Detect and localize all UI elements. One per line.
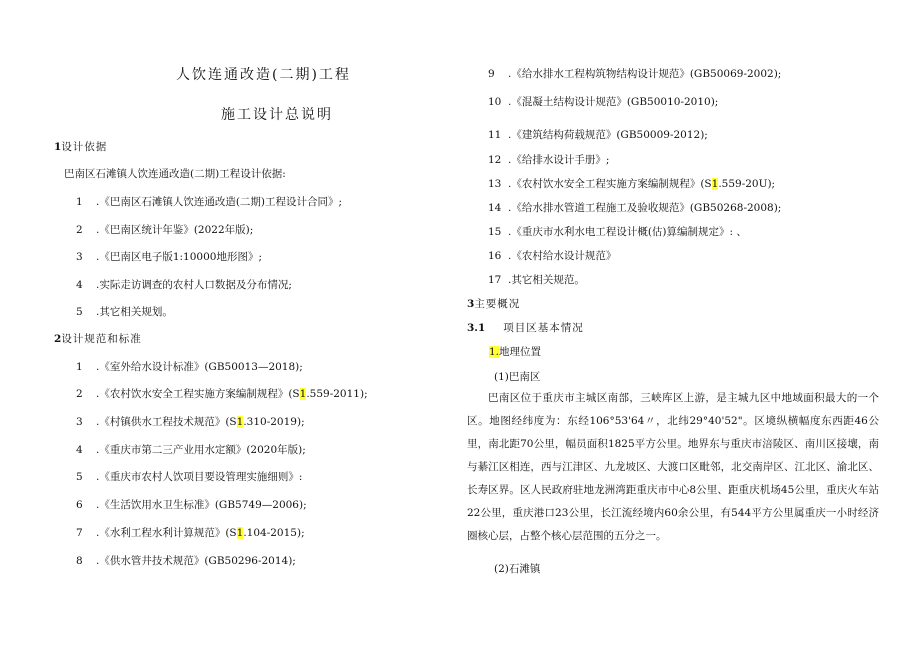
norm-item-11: 11 .《建筑结构荷载规范》(GB50009-2012);: [488, 129, 708, 141]
norm-item-1: 1 .《室外给水设计标准》(GB50013—2018);: [76, 361, 303, 373]
section-heading-overview: [467, 297, 520, 311]
doc-title: 施工设计总说明: [221, 107, 333, 123]
subsection-title: 项目区基本情况: [503, 322, 584, 334]
norm-item-15: 15 .《重庆市水利水电工程设计概(估)算编制规定》: 、: [488, 226, 747, 238]
project-title: 人饮连通改造(二期)工程: [176, 67, 351, 83]
basis-item-1: 1 .《巴南区石滩镇人饮连通改造(二期)工程设计合同》;: [76, 196, 343, 208]
basis-item-5: 5 .其它相关规划。: [76, 306, 173, 318]
geo-location-heading: 1.地理位置: [489, 346, 542, 358]
shitan-label: (2)石滩镇: [494, 563, 541, 575]
norm-item-5: 5 .《重庆市农村人饮项目要设管理实施细则》:: [76, 471, 303, 483]
basis-intro: 巴南区石滩镇人饮连通改造(二期)工程设计依据:: [64, 168, 286, 180]
banan-paragraph: 巴南区位于重庆市主城区南部，三峡库区上游，是主城九区中地域面积最大的一个区。地图经纬度为：东经106°53'64〃，北纬29°40'52"。区境纵横幅度东西距46公里，南北距70公里，幅员面积1825平方公里。地界东与重庆市涪陵区、南川区接壤，南与綦江区相连，西与江津区、九龙坡区、大渡口区毗邻，北交南岸区、江北区、渝北区、长寿区界。区人民政府驻地龙洲湾距重庆市中心8公里、距重庆机场45公里，重庆火车站22公里，重庆港口23公里，长江流经境内60余公里，有544平方公里属重庆一小时经济圈核心层，占整个核心层范围的五分之一。: [467, 392, 879, 542]
highlight-mark: 1: [299, 388, 307, 400]
highlight-mark: 1: [236, 527, 244, 539]
section-title: 设计规范和标准: [61, 333, 142, 345]
section-number: 1: [54, 141, 62, 153]
norm-item-6: 6 .《生活饮用水卫生标准》(GB5749—2006);: [76, 499, 307, 511]
norm-item-12: 12 .《给排水设计手册》;: [488, 154, 610, 166]
highlight-mark: 1.: [489, 346, 500, 358]
norm-item-14: 14 .《给水排水管道工程施工及验收规范》(GB50268-2008);: [488, 202, 782, 214]
section-title: 设计依据: [61, 141, 108, 153]
subsection-heading-3-1: [467, 321, 584, 335]
norm-item-4: 4 .《重庆市第二三产业用水定额》(2020年版);: [76, 444, 306, 456]
basis-item-3: 3 .《巴南区电子版1:10000地形图》;: [76, 251, 262, 263]
norm-item-17: 17 .其它相关规范。: [488, 274, 585, 286]
norm-item-16: 16 .《农村给水设计规范》: [488, 250, 617, 262]
section-heading-norms: [54, 332, 142, 346]
subsection-number: 3.1: [467, 322, 486, 334]
norm-item-8: 8 .《供水管井技术规范》(GB50296-2014);: [76, 555, 296, 567]
basis-item-2: 2 .《巴南区统计年鉴》(2022年版);: [76, 224, 254, 236]
section-number: 2: [54, 333, 62, 345]
basis-item-4: 4 .实际走访调查的农村人口数据及分布情况;: [76, 279, 292, 291]
right-column: [460, 0, 920, 651]
section-number: 3: [467, 298, 475, 310]
banan-label: (1)巴南区: [494, 371, 541, 383]
section-title: 主要概况: [474, 298, 521, 310]
highlight-mark: 1: [236, 416, 244, 428]
norm-item-7: 7 .《水利工程水利计算规范》(S1.104-2015);: [76, 527, 305, 539]
norm-item-13: 13 .《农村饮水安全工程实施方案编制规程》(S1.559-20U);: [488, 178, 776, 190]
highlight-mark: 1: [711, 178, 719, 190]
norm-item-10: 10 .《混凝土结构设计规范》(GB50010-2010);: [488, 96, 719, 108]
norm-item-2: 2 .《农村饮水安全工程实施方案编制规程》(S1.559-2011);: [76, 388, 368, 400]
norm-item-9: 9 .《给水排水工程构筑物结构设计规范》(GB50069-2002);: [488, 68, 782, 80]
norm-item-3: 3 .《村镇供水工程技术规范》(S1.310-2019);: [76, 416, 305, 428]
section-heading-basis: [54, 140, 107, 154]
